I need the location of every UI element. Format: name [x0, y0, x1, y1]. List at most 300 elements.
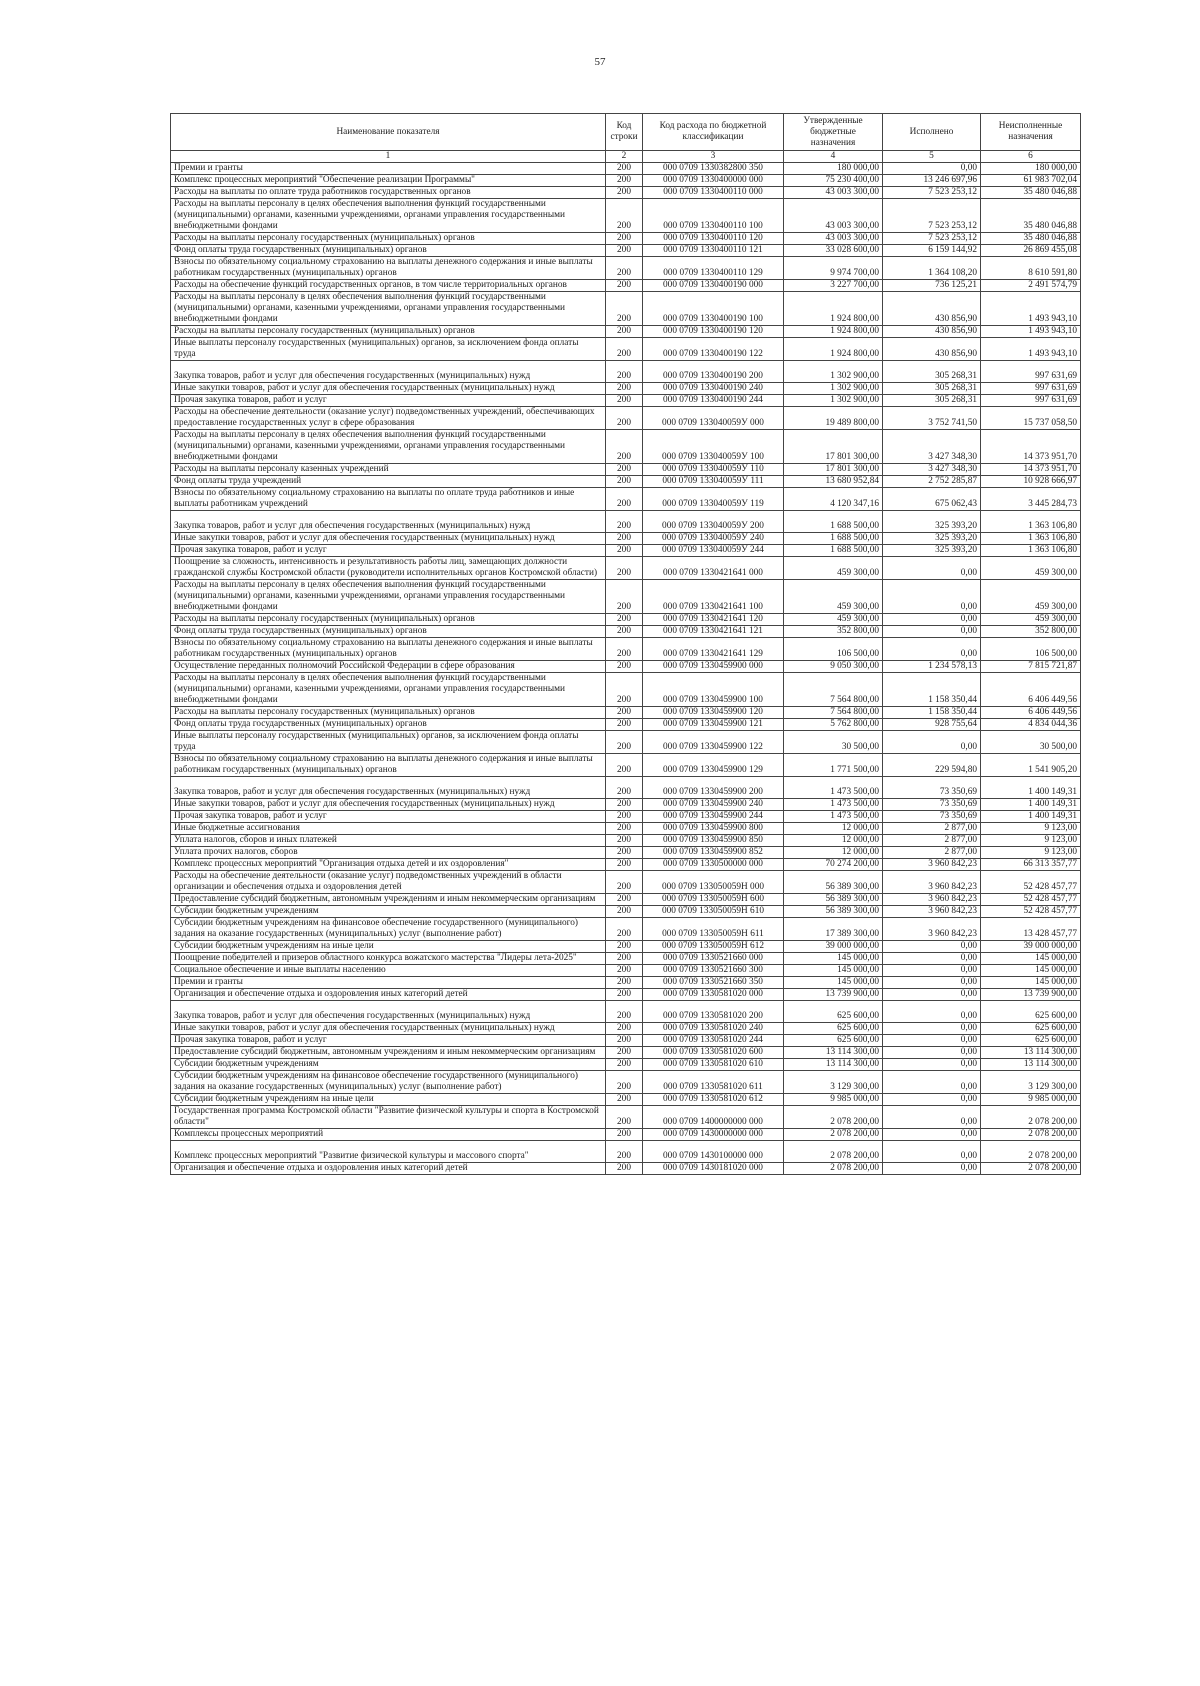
row-line-code: 200 — [606, 245, 643, 257]
row-approved-amount: 1 302 900,00 — [784, 361, 883, 383]
row-budget-code: 000 0709 1330521660 000 — [643, 953, 784, 965]
row-name: Комплекс процессных мероприятий "Развитие физической культуры и массового спорта" — [171, 1141, 606, 1163]
row-name: Субсидии бюджетным учреждениям на финансовое обеспечение государственного (муниципального) задания на оказание государственных (муниципальных) услуг (выполнение работ) — [171, 1071, 606, 1094]
column-number: 6 — [981, 151, 1081, 163]
row-unexecuted-amount: 52 428 457,77 — [981, 871, 1081, 894]
row-name: Закупка товаров, работ и услуг для обеспечения государственных (муниципальных) нужд — [171, 361, 606, 383]
row-unexecuted-amount: 4 834 044,36 — [981, 719, 1081, 731]
row-approved-amount: 13 680 952,84 — [784, 476, 883, 488]
row-approved-amount: 12 000,00 — [784, 835, 883, 847]
row-name: Поощрение за сложность, интенсивность и результативность работы лиц, замещающих должности гражданской службы Костромской области (руководители исполнительных органов Костромской области) — [171, 557, 606, 580]
row-name: Иные закупки товаров, работ и услуг для обеспечения государственных (муниципальных) нужд — [171, 383, 606, 395]
row-executed-amount: 2 877,00 — [883, 823, 981, 835]
column-number: 2 — [606, 151, 643, 163]
row-line-code: 200 — [606, 257, 643, 280]
row-approved-amount: 459 300,00 — [784, 557, 883, 580]
row-unexecuted-amount: 997 631,69 — [981, 361, 1081, 383]
row-approved-amount: 75 230 400,00 — [784, 175, 883, 187]
row-name: Премии и гранты — [171, 163, 606, 175]
row-unexecuted-amount: 459 300,00 — [981, 580, 1081, 614]
row-name: Государственная программа Костромской области "Развитие физической культуры и спорта в Костромской области" — [171, 1106, 606, 1129]
row-line-code: 200 — [606, 719, 643, 731]
row-name: Иные выплаты персоналу государственных (муниципальных) органов, за исключением фонда оплаты труда — [171, 731, 606, 754]
row-approved-amount: 9 985 000,00 — [784, 1094, 883, 1106]
row-executed-amount: 6 159 144,92 — [883, 245, 981, 257]
row-approved-amount: 13 114 300,00 — [784, 1047, 883, 1059]
row-line-code: 200 — [606, 707, 643, 719]
header-name: Наименование показателя — [171, 114, 606, 151]
table-row — [171, 754, 1081, 777]
row-name: Расходы на выплаты по оплате труда работников государственных органов — [171, 187, 606, 199]
row-approved-amount: 1 473 500,00 — [784, 777, 883, 799]
row-unexecuted-amount: 1 363 106,80 — [981, 545, 1081, 557]
table-row — [171, 661, 1081, 673]
table-row — [171, 533, 1081, 545]
row-name: Уплата налогов, сборов и иных платежей — [171, 835, 606, 847]
row-line-code: 200 — [606, 326, 643, 338]
row-unexecuted-amount: 9 123,00 — [981, 847, 1081, 859]
row-executed-amount: 3 960 842,23 — [883, 894, 981, 906]
row-name: Иные бюджетные ассигнования — [171, 823, 606, 835]
row-budget-code: 000 0709 1330421641 000 — [643, 557, 784, 580]
row-budget-code: 000 0709 1330400190 120 — [643, 326, 784, 338]
row-line-code: 200 — [606, 626, 643, 638]
row-name: Расходы на выплаты персоналу в целях обеспечения выполнения функций государственными (муниципальными) органами, казенными учреждениями, органами управления государственными внебюджетными фондами — [171, 199, 606, 233]
row-line-code: 200 — [606, 1035, 643, 1047]
table-body — [171, 163, 1081, 1175]
row-executed-amount: 1 158 350,44 — [883, 673, 981, 707]
row-name: Фонд оплаты труда государственных (муниципальных) органов — [171, 626, 606, 638]
row-line-code: 200 — [606, 661, 643, 673]
row-name: Иные закупки товаров, работ и услуг для обеспечения государственных (муниципальных) нужд — [171, 533, 606, 545]
row-budget-code: 000 0709 1330581020 200 — [643, 1001, 784, 1023]
row-unexecuted-amount: 66 313 357,77 — [981, 859, 1081, 871]
row-unexecuted-amount: 3 129 300,00 — [981, 1071, 1081, 1094]
row-name: Закупка товаров, работ и услуг для обеспечения государственных (муниципальных) нужд — [171, 777, 606, 799]
table-row — [171, 1094, 1081, 1106]
row-approved-amount: 17 801 300,00 — [784, 430, 883, 464]
row-budget-code: 000 0709 1330581020 244 — [643, 1035, 784, 1047]
table-row — [171, 719, 1081, 731]
row-name: Фонд оплаты труда государственных (муниципальных) органов — [171, 245, 606, 257]
row-budget-code: 000 0709 133040059У 000 — [643, 407, 784, 430]
table-row — [171, 361, 1081, 383]
row-approved-amount: 1 302 900,00 — [784, 383, 883, 395]
row-budget-code: 000 0709 1330459900 240 — [643, 799, 784, 811]
row-name: Иные закупки товаров, работ и услуг для обеспечения государственных (муниципальных) нужд — [171, 1023, 606, 1035]
row-line-code: 200 — [606, 338, 643, 361]
row-name: Расходы на выплаты персоналу в целях обеспечения выполнения функций государственными (муниципальными) органами, казенными учреждениями, органами управления государственными внебюджетными фондами — [171, 673, 606, 707]
row-name: Предоставление субсидий бюджетным, автономным учреждениям и иным некоммерческим организациям — [171, 1047, 606, 1059]
row-approved-amount: 30 500,00 — [784, 731, 883, 754]
table-row — [171, 476, 1081, 488]
table-row — [171, 1129, 1081, 1141]
table-row — [171, 1059, 1081, 1071]
row-unexecuted-amount: 1 363 106,80 — [981, 511, 1081, 533]
row-line-code: 200 — [606, 511, 643, 533]
row-approved-amount: 13 739 900,00 — [784, 989, 883, 1001]
row-unexecuted-amount: 35 480 046,88 — [981, 233, 1081, 245]
row-line-code: 200 — [606, 175, 643, 187]
row-line-code: 200 — [606, 638, 643, 661]
row-approved-amount: 17 389 300,00 — [784, 918, 883, 941]
row-budget-code: 000 0709 1430000000 000 — [643, 1129, 784, 1141]
header-executed: Исполнено — [883, 114, 981, 151]
row-name: Взносы по обязательному социальному страхованию на выплаты по оплате труда работников и иные выплаты работникам учреждений — [171, 488, 606, 511]
row-unexecuted-amount: 2 078 200,00 — [981, 1163, 1081, 1175]
row-executed-amount: 736 125,21 — [883, 280, 981, 292]
row-approved-amount: 33 028 600,00 — [784, 245, 883, 257]
row-executed-amount: 0,00 — [883, 977, 981, 989]
row-approved-amount: 1 473 500,00 — [784, 811, 883, 823]
row-approved-amount: 1 688 500,00 — [784, 545, 883, 557]
row-name: Иные закупки товаров, работ и услуг для обеспечения государственных (муниципальных) нужд — [171, 799, 606, 811]
row-line-code: 200 — [606, 163, 643, 175]
table-row — [171, 626, 1081, 638]
row-budget-code: 000 0709 1330400000 000 — [643, 175, 784, 187]
row-executed-amount: 3 427 348,30 — [883, 464, 981, 476]
table-row — [171, 859, 1081, 871]
row-budget-code: 000 0709 1330521660 350 — [643, 977, 784, 989]
row-budget-code: 000 0709 133040059У 100 — [643, 430, 784, 464]
table-row — [171, 731, 1081, 754]
row-budget-code: 000 0709 1330400110 120 — [643, 233, 784, 245]
table-row — [171, 1071, 1081, 1094]
row-budget-code: 000 0709 1330459900 800 — [643, 823, 784, 835]
row-executed-amount: 0,00 — [883, 557, 981, 580]
row-executed-amount: 1 158 350,44 — [883, 707, 981, 719]
table-row — [171, 407, 1081, 430]
row-unexecuted-amount: 13 114 300,00 — [981, 1059, 1081, 1071]
row-name: Расходы на обеспечение деятельности (оказание услуг) подведомственных учреждений в области организации и обеспечения отдыха и оздоровления детей — [171, 871, 606, 894]
row-name: Субсидии бюджетным учреждениям — [171, 906, 606, 918]
row-line-code: 200 — [606, 187, 643, 199]
row-budget-code: 000 0709 133040059У 111 — [643, 476, 784, 488]
row-executed-amount: 325 393,20 — [883, 545, 981, 557]
table-row — [171, 233, 1081, 245]
row-unexecuted-amount: 997 631,69 — [981, 395, 1081, 407]
row-line-code: 200 — [606, 965, 643, 977]
row-executed-amount: 3 960 842,23 — [883, 918, 981, 941]
row-unexecuted-amount: 1 400 149,31 — [981, 777, 1081, 799]
table-row — [171, 1023, 1081, 1035]
row-line-code: 200 — [606, 1106, 643, 1129]
row-name: Расходы на выплаты персоналу казенных учреждений — [171, 464, 606, 476]
row-name: Прочая закупка товаров, работ и услуг — [171, 1035, 606, 1047]
row-approved-amount: 17 801 300,00 — [784, 464, 883, 476]
row-name: Взносы по обязательному социальному страхованию на выплаты денежного содержания и иные выплаты работникам государственных (муниципальных) органов — [171, 638, 606, 661]
row-executed-amount: 325 393,20 — [883, 533, 981, 545]
row-name: Субсидии бюджетным учреждениям на иные цели — [171, 1094, 606, 1106]
table-row — [171, 777, 1081, 799]
table-row — [171, 1035, 1081, 1047]
row-approved-amount: 12 000,00 — [784, 847, 883, 859]
page-number: 57 — [594, 56, 606, 68]
row-budget-code: 000 0709 133040059У 119 — [643, 488, 784, 511]
row-approved-amount: 56 389 300,00 — [784, 906, 883, 918]
row-name: Прочая закупка товаров, работ и услуг — [171, 545, 606, 557]
row-budget-code: 000 0709 1330581020 612 — [643, 1094, 784, 1106]
row-unexecuted-amount: 30 500,00 — [981, 731, 1081, 754]
row-budget-code: 000 0709 133050059Н 611 — [643, 918, 784, 941]
row-approved-amount: 1 688 500,00 — [784, 511, 883, 533]
row-approved-amount: 459 300,00 — [784, 580, 883, 614]
row-line-code: 200 — [606, 871, 643, 894]
row-executed-amount: 0,00 — [883, 1106, 981, 1129]
row-unexecuted-amount: 14 373 951,70 — [981, 430, 1081, 464]
table-row — [171, 338, 1081, 361]
row-unexecuted-amount: 26 869 455,08 — [981, 245, 1081, 257]
header-row — [171, 114, 1081, 151]
column-number: 4 — [784, 151, 883, 163]
row-approved-amount: 106 500,00 — [784, 638, 883, 661]
row-unexecuted-amount: 1 541 905,20 — [981, 754, 1081, 777]
table-row — [171, 953, 1081, 965]
row-name: Фонд оплаты труда государственных (муниципальных) органов — [171, 719, 606, 731]
row-executed-amount: 325 393,20 — [883, 511, 981, 533]
row-budget-code: 000 0709 1330581020 000 — [643, 989, 784, 1001]
table-row — [171, 175, 1081, 187]
row-name: Расходы на выплаты персоналу государственных (муниципальных) органов — [171, 326, 606, 338]
row-unexecuted-amount: 2 078 200,00 — [981, 1141, 1081, 1163]
row-executed-amount: 73 350,69 — [883, 777, 981, 799]
row-line-code: 200 — [606, 292, 643, 326]
table-row — [171, 638, 1081, 661]
row-approved-amount: 4 120 347,16 — [784, 488, 883, 511]
row-budget-code: 000 0709 133040059У 244 — [643, 545, 784, 557]
row-line-code: 200 — [606, 476, 643, 488]
row-executed-amount: 73 350,69 — [883, 811, 981, 823]
row-line-code: 200 — [606, 580, 643, 614]
row-approved-amount: 145 000,00 — [784, 965, 883, 977]
row-unexecuted-amount: 13 114 300,00 — [981, 1047, 1081, 1059]
column-number: 3 — [643, 151, 784, 163]
row-budget-code: 000 0709 1330400190 000 — [643, 280, 784, 292]
row-approved-amount: 459 300,00 — [784, 614, 883, 626]
table-row — [171, 511, 1081, 533]
table-row — [171, 257, 1081, 280]
row-executed-amount: 0,00 — [883, 1023, 981, 1035]
row-line-code: 200 — [606, 464, 643, 476]
row-line-code: 200 — [606, 918, 643, 941]
row-executed-amount: 3 960 842,23 — [883, 859, 981, 871]
row-line-code: 200 — [606, 430, 643, 464]
row-line-code: 200 — [606, 1047, 643, 1059]
row-approved-amount: 625 600,00 — [784, 1035, 883, 1047]
row-name: Комплекс процессных мероприятий "Организация отдыха детей и их оздоровления" — [171, 859, 606, 871]
row-executed-amount: 0,00 — [883, 965, 981, 977]
row-executed-amount: 3 960 842,23 — [883, 871, 981, 894]
row-executed-amount: 3 752 741,50 — [883, 407, 981, 430]
row-approved-amount: 13 114 300,00 — [784, 1059, 883, 1071]
row-unexecuted-amount: 625 600,00 — [981, 1035, 1081, 1047]
row-budget-code: 000 0709 1330421641 120 — [643, 614, 784, 626]
row-approved-amount: 70 274 200,00 — [784, 859, 883, 871]
row-unexecuted-amount: 459 300,00 — [981, 614, 1081, 626]
row-unexecuted-amount: 1 363 106,80 — [981, 533, 1081, 545]
row-budget-code: 000 0709 1330459900 100 — [643, 673, 784, 707]
row-approved-amount: 352 800,00 — [784, 626, 883, 638]
row-line-code: 200 — [606, 233, 643, 245]
row-unexecuted-amount: 9 123,00 — [981, 835, 1081, 847]
header-code: Код строки — [606, 114, 643, 151]
row-executed-amount: 430 856,90 — [883, 292, 981, 326]
row-budget-code: 000 0709 1330581020 240 — [643, 1023, 784, 1035]
row-executed-amount: 0,00 — [883, 1129, 981, 1141]
row-executed-amount: 305 268,31 — [883, 395, 981, 407]
row-executed-amount: 0,00 — [883, 1163, 981, 1175]
row-unexecuted-amount: 2 078 200,00 — [981, 1106, 1081, 1129]
row-line-code: 200 — [606, 407, 643, 430]
row-executed-amount: 3 960 842,23 — [883, 906, 981, 918]
row-executed-amount: 430 856,90 — [883, 338, 981, 361]
row-approved-amount: 1 302 900,00 — [784, 395, 883, 407]
row-approved-amount: 2 078 200,00 — [784, 1106, 883, 1129]
row-unexecuted-amount: 180 000,00 — [981, 163, 1081, 175]
row-name: Осуществление переданных полномочий Российской Федерации в сфере образования — [171, 661, 606, 673]
row-name: Премии и гранты — [171, 977, 606, 989]
row-budget-code: 000 0709 1330400190 122 — [643, 338, 784, 361]
row-line-code: 200 — [606, 1023, 643, 1035]
table-row — [171, 1047, 1081, 1059]
row-approved-amount: 12 000,00 — [784, 823, 883, 835]
row-line-code: 200 — [606, 847, 643, 859]
row-executed-amount: 0,00 — [883, 989, 981, 1001]
table-row — [171, 811, 1081, 823]
row-unexecuted-amount: 145 000,00 — [981, 965, 1081, 977]
row-line-code: 200 — [606, 1129, 643, 1141]
row-executed-amount: 305 268,31 — [883, 361, 981, 383]
table-row — [171, 823, 1081, 835]
row-name: Фонд оплаты труда учреждений — [171, 476, 606, 488]
table-row — [171, 1141, 1081, 1163]
row-name: Закупка товаров, работ и услуг для обеспечения государственных (муниципальных) нужд — [171, 511, 606, 533]
row-unexecuted-amount: 52 428 457,77 — [981, 906, 1081, 918]
row-unexecuted-amount: 13 739 900,00 — [981, 989, 1081, 1001]
header-approved: Утвержденные бюджетные назначения — [784, 114, 883, 151]
row-unexecuted-amount: 145 000,00 — [981, 953, 1081, 965]
row-unexecuted-amount: 35 480 046,88 — [981, 199, 1081, 233]
row-budget-code: 000 0709 1330400110 100 — [643, 199, 784, 233]
row-executed-amount: 2 752 285,87 — [883, 476, 981, 488]
row-approved-amount: 56 389 300,00 — [784, 894, 883, 906]
row-unexecuted-amount: 145 000,00 — [981, 977, 1081, 989]
row-budget-code: 000 0709 133050059Н 000 — [643, 871, 784, 894]
row-unexecuted-amount: 1 400 149,31 — [981, 811, 1081, 823]
row-name: Расходы на обеспечение деятельности (оказание услуг) подведомственных учреждений, обеспечивающих предоставление государственных услуг в сфере образования — [171, 407, 606, 430]
row-executed-amount: 675 062,43 — [883, 488, 981, 511]
row-name: Расходы на выплаты персоналу государственных (муниципальных) органов — [171, 707, 606, 719]
row-line-code: 200 — [606, 989, 643, 1001]
table-row — [171, 871, 1081, 894]
row-executed-amount: 2 877,00 — [883, 835, 981, 847]
row-line-code: 200 — [606, 799, 643, 811]
row-unexecuted-amount: 10 928 666,97 — [981, 476, 1081, 488]
row-approved-amount: 56 389 300,00 — [784, 871, 883, 894]
row-executed-amount: 7 523 253,12 — [883, 233, 981, 245]
table-row — [171, 580, 1081, 614]
row-line-code: 200 — [606, 1071, 643, 1094]
header-unexecuted: Неисполненные назначения — [981, 114, 1081, 151]
table-row — [171, 673, 1081, 707]
row-line-code: 200 — [606, 1094, 643, 1106]
row-line-code: 200 — [606, 1141, 643, 1163]
row-approved-amount: 19 489 800,00 — [784, 407, 883, 430]
row-name: Организация и обеспечение отдыха и оздоровления иных категорий детей — [171, 1163, 606, 1175]
row-budget-code: 000 0709 1330400110 000 — [643, 187, 784, 199]
column-number: 1 — [171, 151, 606, 163]
row-budget-code: 000 0709 133040059У 110 — [643, 464, 784, 476]
row-approved-amount: 180 000,00 — [784, 163, 883, 175]
row-name: Комплексы процессных мероприятий — [171, 1129, 606, 1141]
row-executed-amount: 0,00 — [883, 1001, 981, 1023]
row-unexecuted-amount: 15 737 058,50 — [981, 407, 1081, 430]
row-budget-code: 000 0709 1330459900 120 — [643, 707, 784, 719]
row-budget-code: 000 0709 1330459900 244 — [643, 811, 784, 823]
table-row — [171, 430, 1081, 464]
row-name: Организация и обеспечение отдыха и оздоровления иных категорий детей — [171, 989, 606, 1001]
row-approved-amount: 1 688 500,00 — [784, 533, 883, 545]
row-unexecuted-amount: 6 406 449,56 — [981, 673, 1081, 707]
row-approved-amount: 145 000,00 — [784, 953, 883, 965]
row-budget-code: 000 0709 1330459900 129 — [643, 754, 784, 777]
row-name: Закупка товаров, работ и услуг для обеспечения государственных (муниципальных) нужд — [171, 1001, 606, 1023]
row-line-code: 200 — [606, 823, 643, 835]
row-line-code: 200 — [606, 894, 643, 906]
row-approved-amount: 7 564 800,00 — [784, 707, 883, 719]
row-executed-amount: 13 246 697,96 — [883, 175, 981, 187]
row-executed-amount: 0,00 — [883, 638, 981, 661]
row-approved-amount: 9 974 700,00 — [784, 257, 883, 280]
row-line-code: 200 — [606, 906, 643, 918]
row-line-code: 200 — [606, 533, 643, 545]
row-line-code: 200 — [606, 361, 643, 383]
row-budget-code: 000 0709 1330400190 244 — [643, 395, 784, 407]
row-approved-amount: 1 924 800,00 — [784, 292, 883, 326]
table-row — [171, 292, 1081, 326]
row-name: Расходы на выплаты персоналу государственных (муниципальных) органов — [171, 233, 606, 245]
row-approved-amount: 3 227 700,00 — [784, 280, 883, 292]
table-row — [171, 847, 1081, 859]
row-name: Расходы на выплаты персоналу государственных (муниципальных) органов — [171, 614, 606, 626]
row-executed-amount: 0,00 — [883, 953, 981, 965]
budget-execution-table — [170, 113, 1081, 1175]
table-row — [171, 326, 1081, 338]
row-unexecuted-amount: 9 985 000,00 — [981, 1094, 1081, 1106]
row-executed-amount: 305 268,31 — [883, 383, 981, 395]
row-line-code: 200 — [606, 731, 643, 754]
row-executed-amount: 0,00 — [883, 614, 981, 626]
row-line-code: 200 — [606, 199, 643, 233]
row-executed-amount: 2 877,00 — [883, 847, 981, 859]
row-name: Расходы на выплаты персоналу в целях обеспечения выполнения функций государственными (муниципальными) органами, казенными учреждениями, органами управления государственными внебюджетными фондами — [171, 580, 606, 614]
row-unexecuted-amount: 2 491 574,79 — [981, 280, 1081, 292]
row-executed-amount: 928 755,64 — [883, 719, 981, 731]
row-approved-amount: 2 078 200,00 — [784, 1141, 883, 1163]
row-name: Субсидии бюджетным учреждениям на финансовое обеспечение государственного (муниципального) задания на оказание государственных (муниципальных) услуг (выполнение работ) — [171, 918, 606, 941]
row-unexecuted-amount: 7 815 721,87 — [981, 661, 1081, 673]
row-approved-amount: 1 924 800,00 — [784, 326, 883, 338]
row-approved-amount: 7 564 800,00 — [784, 673, 883, 707]
row-budget-code: 000 0709 1400000000 000 — [643, 1106, 784, 1129]
row-unexecuted-amount: 1 493 943,10 — [981, 292, 1081, 326]
row-executed-amount: 3 427 348,30 — [883, 430, 981, 464]
table-row — [171, 1001, 1081, 1023]
row-executed-amount: 229 594,80 — [883, 754, 981, 777]
row-name: Субсидии бюджетным учреждениям — [171, 1059, 606, 1071]
row-budget-code: 000 0709 1330500000 000 — [643, 859, 784, 871]
row-budget-code: 000 0709 1430100000 000 — [643, 1141, 784, 1163]
